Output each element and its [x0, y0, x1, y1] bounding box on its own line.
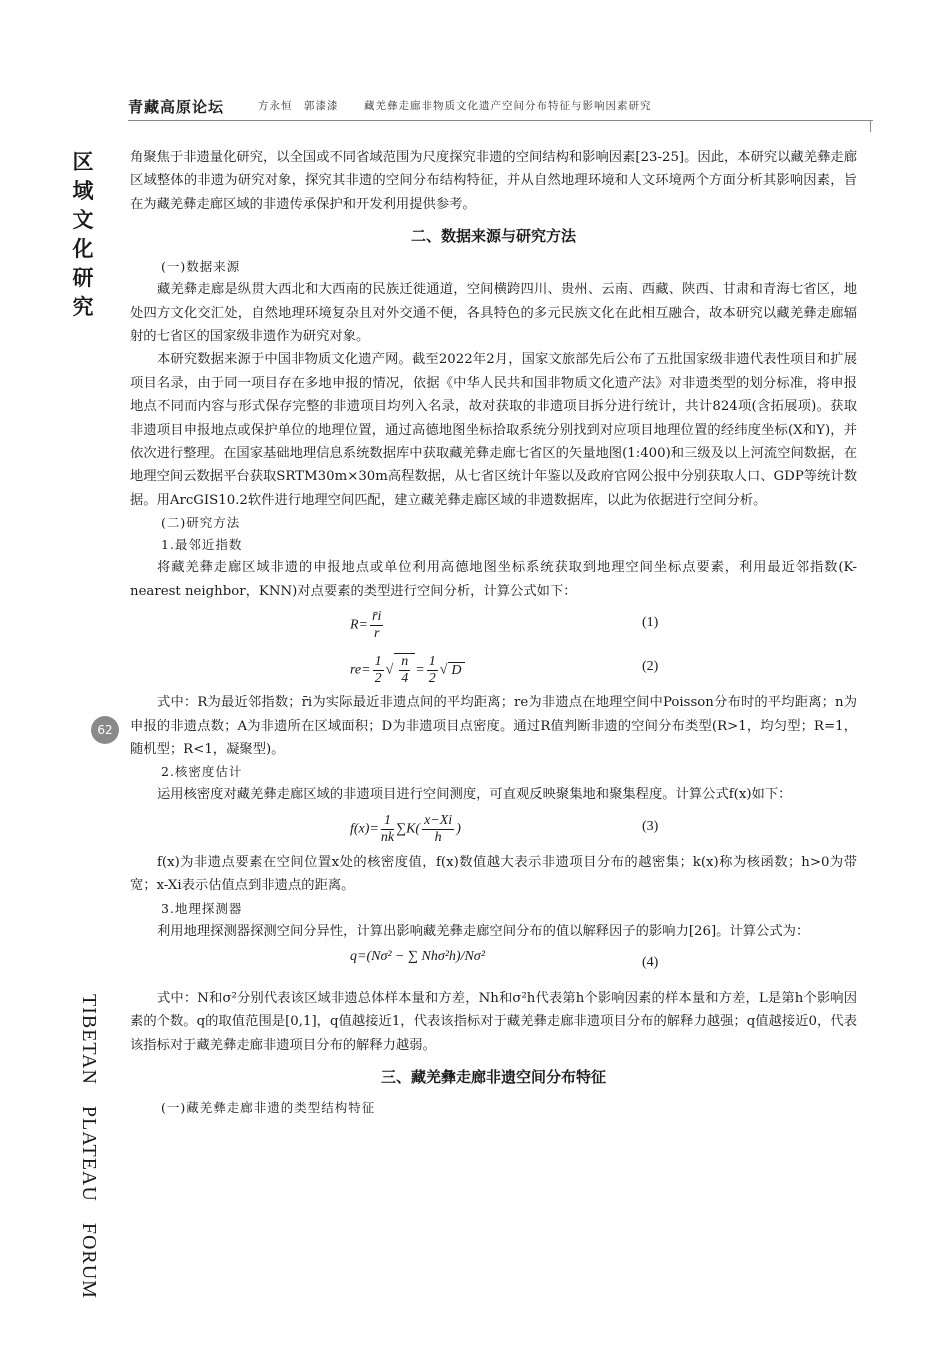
method-1-explanation: 式中：R为最近邻指数；r̄i为实际最近非遗点间的平均距离；re为非遗点在地理空间中Poisson分布时的平均距离；n为申报的非遗点数；A为非遗所在区域面积；D为非遗项目点密度。通过R值判断非遗的空间分布类型(R>1，均匀型；R=1，随机型；R<1，凝聚型)。	[130, 695, 857, 757]
eq3-lhs: f(x)=	[350, 821, 379, 837]
eq2-half-a-num: 1	[374, 654, 382, 670]
journal-name: 青藏高原论坛	[128, 98, 225, 116]
method-2-title: 2.核密度估计	[161, 764, 243, 780]
data-paragraph-1: 藏羌彝走廊是纵贯大西北和大西南的民族迁徙通道，空间横跨四川、贵州、云南、西藏、陕西、甘肃和青海七省区，地处四方文化交汇处，自然地理环境复杂且对外交通不便，各具特色的多元民族文化在此相互融合，故本研究以藏羌彝走廊辐射的七省区的国家级非遗作为研究对象。	[130, 282, 857, 345]
side-section-label: 区域文化研究	[72, 150, 94, 319]
eq4-expression: q=(Nσ² − ∑ Nhσ²h)/Nσ²	[350, 948, 485, 964]
eq3-xnum: x−Xi	[424, 812, 453, 828]
eq2-four: 4	[401, 671, 409, 687]
article-body	[130, 146, 857, 1119]
page-number: 62	[91, 716, 119, 744]
eq4-number: (4)	[642, 954, 659, 970]
equation-1	[130, 603, 857, 647]
equation-4	[130, 943, 857, 987]
side-forum-label	[78, 994, 108, 1299]
eq1-number: (1)	[642, 615, 659, 631]
eq2-half-b-num: 1	[428, 654, 436, 670]
eq3-close: )	[456, 821, 461, 837]
method-3-title: 3.地理探测器	[161, 900, 243, 916]
eq2-half-a-den: 2	[374, 671, 382, 687]
method-2-explanation: f(x)为非遗点要素在空间位置x处的核密度值，f(x)数值越大表示非遗项目分布的越密集；k(x)称为核函数；h>0为带宽；x-Xi表示估值点到非遗点的距离。	[130, 854, 857, 894]
intro-paragraph: 角聚焦于非遗量化研究，以全国或不同省域范围为尺度探究非遗的空间结构和影响因素[23-25]。因此，本研究以藏羌彝走廊区域整体的非遗为研究对象，探究其非遗的空间分布结构特征，并从自然地理环境和人文环境两个方面分析其影响因素，旨在为藏羌彝走廊区域的非遗传承保护和开发利用提供参考。	[130, 150, 857, 212]
side-forum-text: TIBETAN PLATEAU FORUM	[78, 994, 100, 1299]
eq3-nk: nk	[380, 829, 395, 845]
eq2-sqrt-a	[394, 653, 415, 687]
eq2-half-b-den: 2	[428, 671, 436, 687]
eq3-number: (3)	[642, 818, 659, 834]
eq3-h: h	[434, 829, 442, 845]
section-2-heading: 二、数据来源与研究方法	[410, 227, 576, 246]
header-authors: 方永恒 郭漆漆	[258, 100, 339, 112]
eq1-numerator: r̄i	[372, 609, 382, 625]
eq2-sqrt-D: D	[448, 662, 464, 679]
eq3-kernel: K(	[406, 821, 421, 837]
method-3-paragraph: 利用地理探测器探测空间分异性，计算出影响藏羌彝走廊空间分布的值以解释因子的影响力[26]。计算公式为：	[157, 923, 810, 939]
data-paragraph-2: 本研究数据来源于中国非物质文化遗产网。截至2022年2月，国家文旅部先后公布了五批国家级非遗代表性项目和扩展项目名录，由于同一项目存在多地申报的情况，依据《中华人民共和国非物质文化遗产法》对非遗类型的划分标准，将申报地点不同而内容与形式保存完整的非遗项目均列入名录，故对获取的非遗项目拆分进行统计，共计824项(含拓展项)。获取非遗项目申报地点或保护单位的地理位置，通过高德地图坐标拾取系统分别找到对应项目地理位置的经纬度坐标(X和Y)，并依次进行整理。在国家基础地理信息系统数据库中获取藏羌彝走廊七省区的矢量地图(1:400)和三级及以上河流空间数据，在地理空间云数据平台获取SRTM30m×30m高程数据，从七省区统计年鉴以及政府官网公报中分别获取人口、GDP等统计数据。用ArcGIS10.2软件进行地理空间匹配，建立藏羌彝走廊区域的非遗数据库，以此为依据进行空间分析。	[130, 352, 857, 508]
header-article-title: 藏羌彝走廊非物质文化遗产空间分布特征与影响因素研究	[364, 100, 652, 112]
equation-3	[130, 807, 857, 851]
section-3-subsection-1: (一)藏羌彝走廊非遗的类型结构特征	[161, 1100, 376, 1116]
subsection-methods: (二)研究方法	[161, 515, 241, 531]
running-header	[128, 96, 873, 122]
subsection-data-source: (一)数据来源	[161, 259, 241, 275]
method-3-explanation: 式中：N和σ²分别代表该区域非遗总体样本量和方差，Nh和σ²h代表第h个影响因素的样本量和方差，L是第h个影响因素的个数。q的取值范围是[0,1]，q值越接近1，代表该指标对于藏羌彝走廊非遗项目分布的解释力越强；q值越接近0，代表该指标对于藏羌彝走廊非遗项目分布的解释力越弱。	[130, 990, 857, 1053]
eq3-1-over-nk	[381, 813, 394, 846]
eq3-sum: ∑	[396, 821, 407, 837]
eq3-x-frac	[422, 813, 454, 846]
eq2-number: (2)	[642, 659, 659, 675]
eq1-denominator: r	[373, 626, 380, 642]
equation-2: re= $\frac{1}{2}$ √ $\frac{n}{4}$ = $\frac{1}{2}$ √ D (2)	[350, 654, 659, 687]
eq2-n: n	[401, 654, 409, 670]
eq2-n-over-4	[399, 654, 410, 687]
header-rule-tick	[870, 120, 871, 132]
section-3-heading: 三、藏羌彝走廊非遗空间分布特征	[380, 1068, 606, 1087]
eq2-half-a	[373, 654, 384, 687]
method-1-title: 1.最邻近指数	[161, 537, 243, 553]
method-2-paragraph: 运用核密度对藏羌彝走廊区域的非遗项目进行空间测度，可直观反映聚集地和聚集程度。计算公式f(x)如下：	[157, 787, 792, 803]
eq2-half-b	[427, 654, 438, 687]
eq2-lhs: re=	[350, 662, 371, 678]
eq1-lhs: R=	[350, 617, 368, 633]
eq1-fraction	[370, 609, 383, 642]
method-1-paragraph: 将藏羌彝走廊区域非遗的申报地点或单位利用高德地图坐标系统获取到地理空间坐标点要素，利用最近邻指数(K-nearest neighbor，KNN)对点要素的类型进行空间分析，计算公式如下：	[130, 560, 857, 599]
eq3-one: 1	[381, 813, 394, 830]
header-rule	[128, 120, 873, 121]
